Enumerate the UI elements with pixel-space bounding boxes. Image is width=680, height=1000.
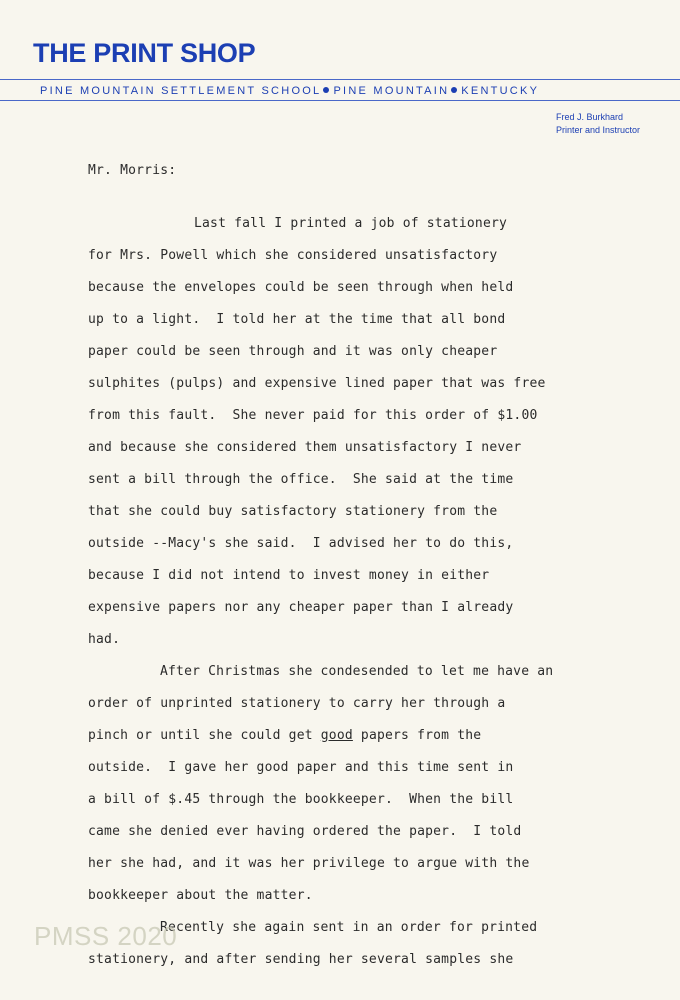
body-line: came she denied ever having ordered the paper. I told: [88, 824, 522, 839]
body-line: order of unprinted stationery to carry her through a: [88, 696, 506, 711]
body-line: outside --Macy's she said. I advised her to do this,: [88, 536, 514, 551]
letterhead-title: THE PRINT SHOP: [33, 38, 256, 68]
body-line: because I did not intend to invest money in either: [88, 568, 490, 583]
address-town: PINE MOUNTAIN: [333, 85, 450, 97]
body-line: her she had, and it was her privilege to argue with the: [88, 856, 530, 871]
body-line: After Christmas she condesended to let me have an: [160, 664, 554, 679]
body-line-with-emphasis: [88, 728, 481, 744]
underlined-word: good: [320, 728, 353, 743]
letterhead-rule-top: [0, 79, 680, 80]
body-line: sent a bill through the office. She said at the time: [88, 472, 514, 487]
letterhead-rule-bottom: [0, 100, 680, 101]
letterhead-signer: [556, 111, 640, 136]
body-line: outside. I gave her good paper and this time sent in: [88, 760, 514, 775]
signer-name: Fred J. Burkhard: [556, 112, 624, 122]
letterhead-address: [40, 84, 539, 98]
archive-watermark: PMSS 2020: [34, 921, 178, 951]
body-line: for Mrs. Powell which she considered unsatisfactory: [88, 248, 498, 263]
body-line-head: pinch or until she could get: [88, 728, 321, 743]
body-line: Last fall I printed a job of stationery: [194, 216, 508, 231]
bullet-dot-icon: [323, 87, 329, 93]
body-line: up to a light. I told her at the time that all bond: [88, 312, 506, 327]
body-line: paper could be seen through and it was only cheaper: [88, 344, 498, 359]
body-line: sulphites (pulps) and expensive lined paper that was free: [88, 376, 546, 391]
body-line: expensive papers nor any cheaper paper than I already: [88, 600, 514, 615]
salutation: Mr. Morris:: [88, 163, 177, 178]
bullet-dot-icon: [451, 87, 457, 93]
body-line: because the envelopes could be seen through when held: [88, 280, 514, 295]
body-line: and because she considered them unsatisfactory I never: [88, 440, 522, 455]
body-line: had.: [88, 632, 121, 647]
body-line: Recently she again sent in an order for printed: [160, 920, 538, 935]
body-line: stationery, and after sending her several samples she: [88, 952, 514, 967]
body-line: a bill of $.45 through the bookkeeper. When the bill: [88, 792, 514, 807]
address-school: PINE MOUNTAIN SETTLEMENT SCHOOL: [40, 85, 322, 97]
body-line-tail: papers from the: [352, 728, 482, 743]
signer-title: Printer and Instructor: [556, 124, 641, 135]
body-line: bookkeeper about the matter.: [88, 888, 313, 903]
body-line: that she could buy satisfactory stationery from the: [88, 504, 498, 519]
body-line: from this fault. She never paid for this order of $1.00: [88, 408, 538, 423]
address-state: KENTUCKY: [461, 85, 540, 97]
